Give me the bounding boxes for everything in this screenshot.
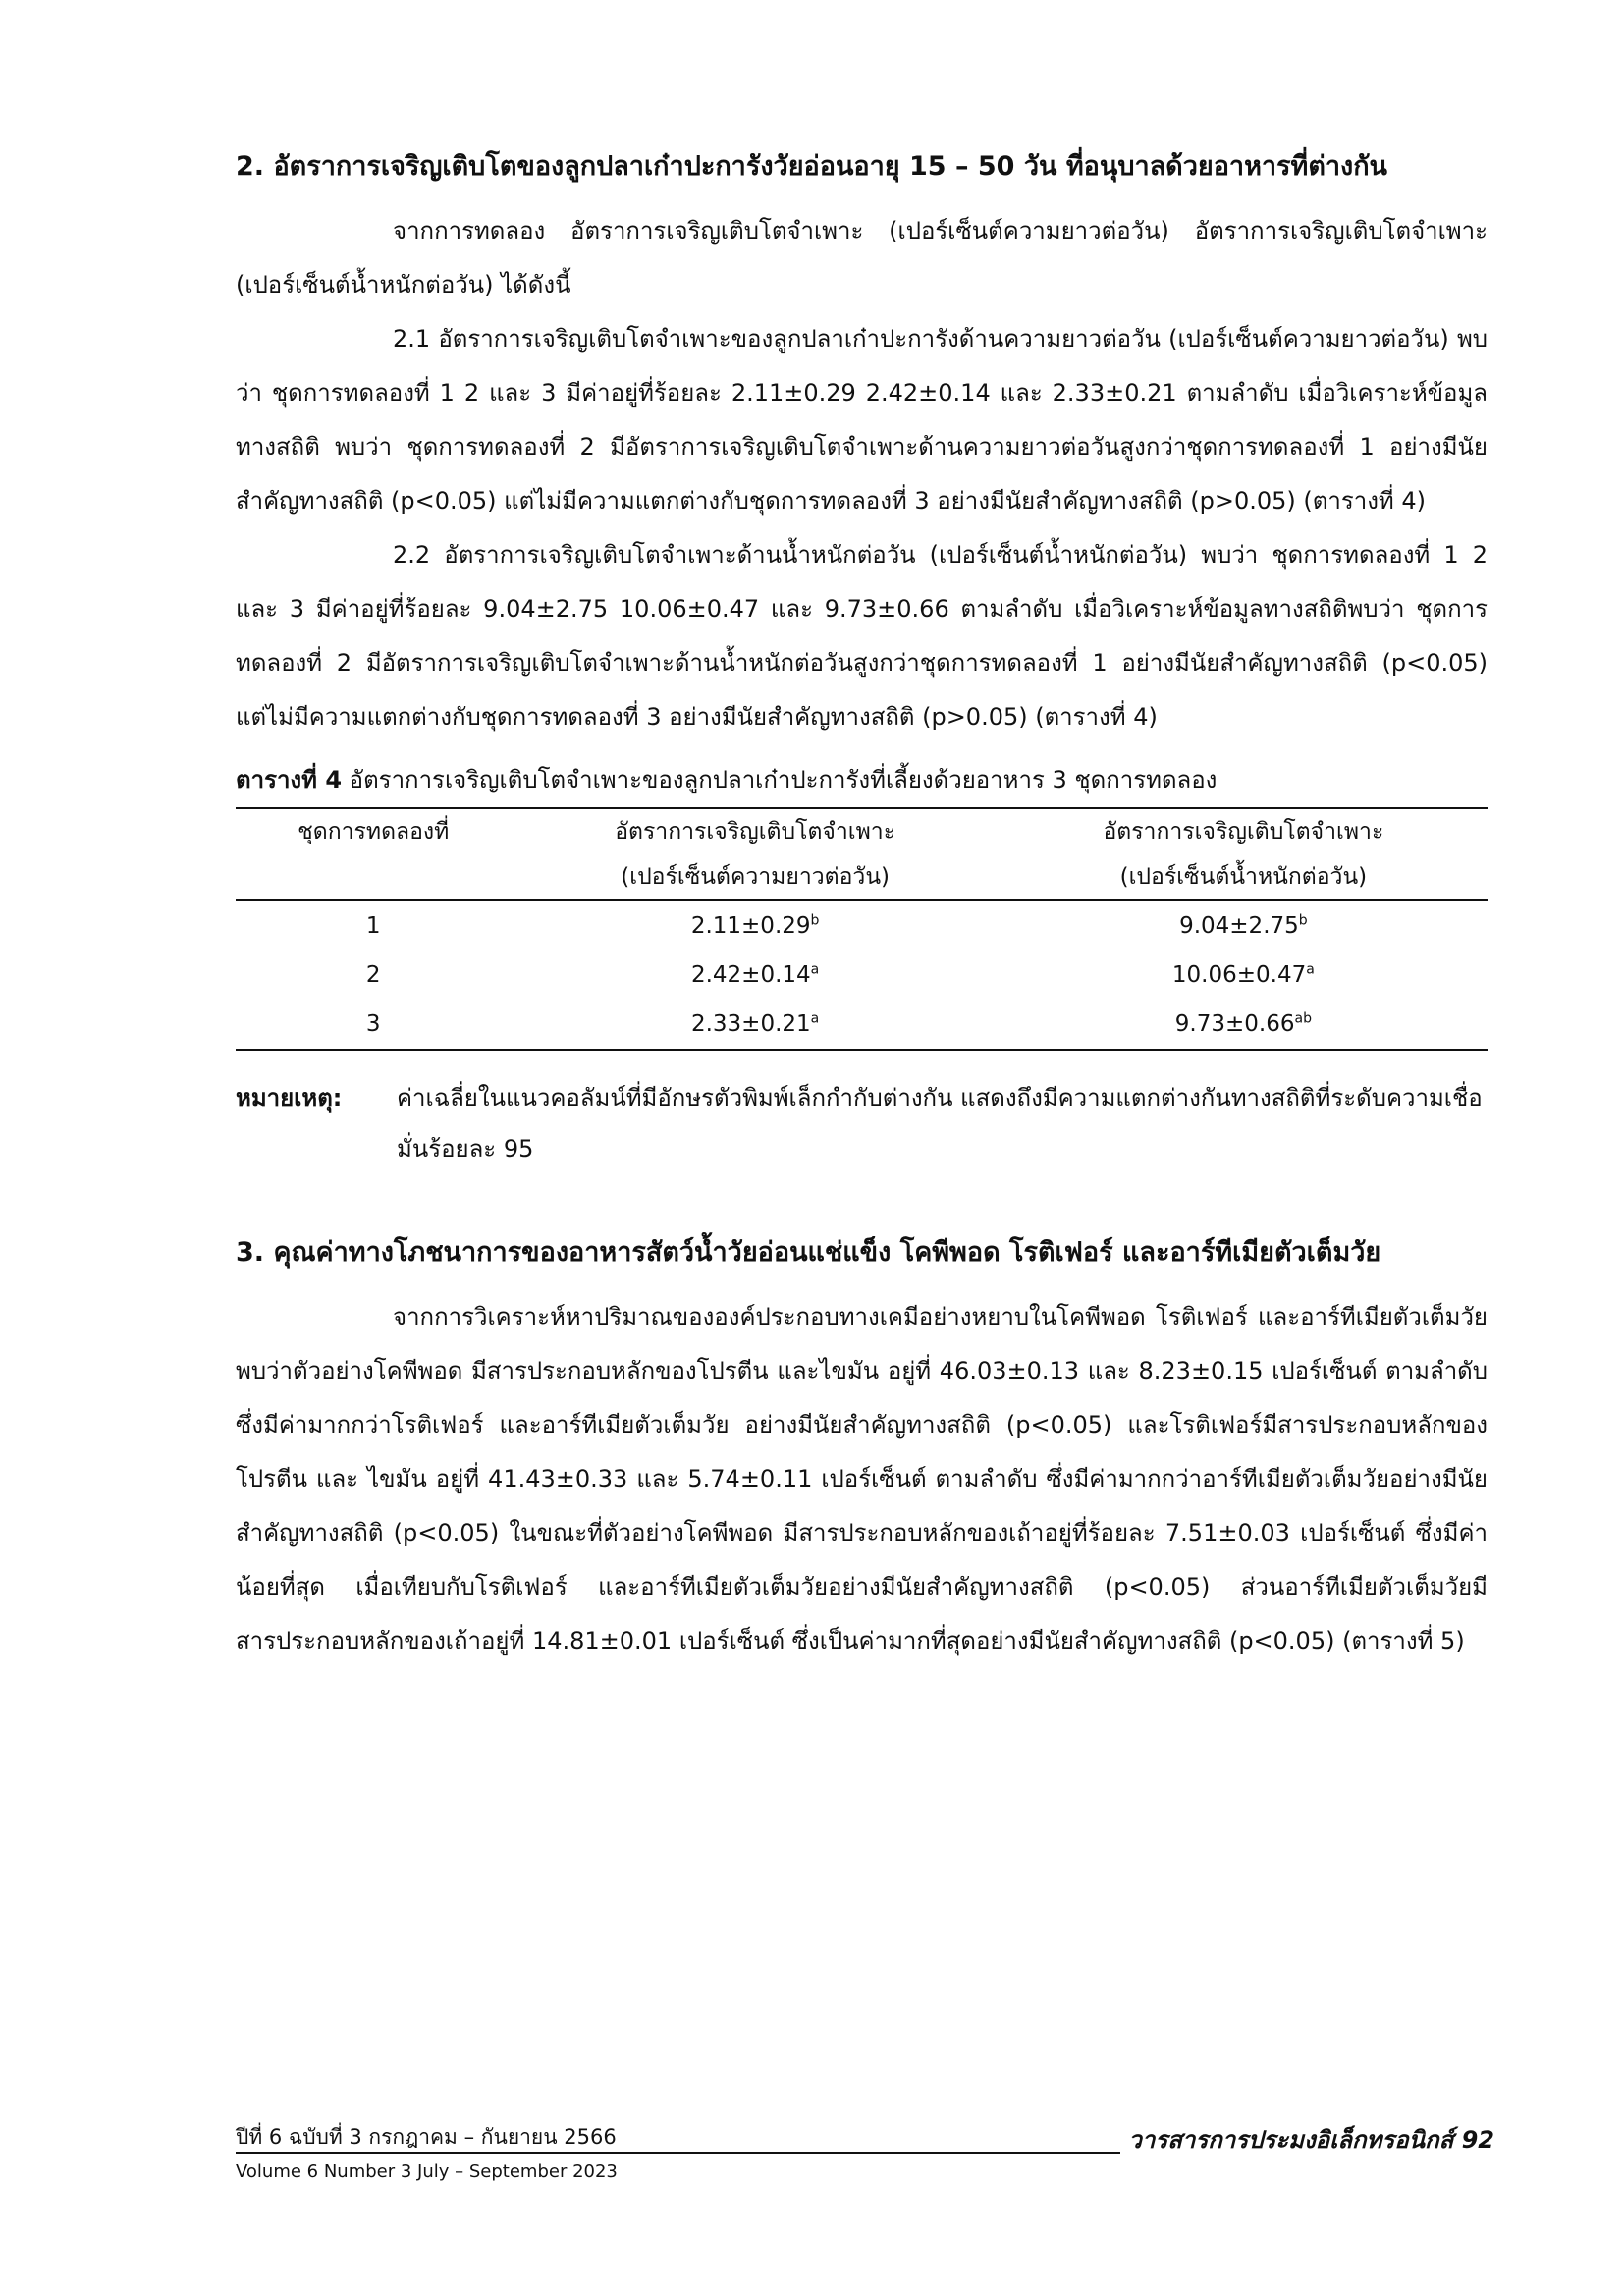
section-2-heading: 2. อัตราการเจริญเติบโตของลูกปลาเก๋าปะการังวัยอ่อนอายุ 15 – 50 วัน ที่อนุบาลด้วยอาหารที่ต่างกัน — [236, 151, 1388, 182]
table-header-weight-line1: อัตราการเจริญเติบโตจำเพาะ — [1000, 808, 1488, 854]
table-header-length-line2: (เปอร์เซ็นต์ความยาวต่อวัน) — [512, 854, 1000, 900]
section-2-intro: จากการทดลอง อัตราการเจริญเติบโตจำเพาะ (เปอร์เซ็นต์ความยาวต่อวัน) อัตราการเจริญเติบโตจำเพาะ (เปอร์เซ็นต์น้ำหนักต่อวัน) ได้ดังนี้ — [236, 217, 1488, 299]
footer-journal-page: วารสารการประมงอิเล็กทรอนิกส์ 92 — [1120, 2123, 1494, 2156]
footer-issue-thai: ปีที่ 6 ฉบับที่ 3 กรกฎาคม – กันยายน 2566 — [236, 2123, 623, 2150]
note-label: หมายเหตุ: — [236, 1084, 343, 1112]
cell-weight: 9.04±2.75$^b$ — [1179, 912, 1308, 939]
article-content — [236, 147, 1488, 1668]
table-4-note — [236, 1072, 1488, 1174]
cell-length: 2.11±0.29$^b$ — [690, 912, 820, 939]
paragraph-2-1: 2.1 อัตราการเจริญเติบโตจำเพาะของลูกปลาเก๋าปะการังด้านความยาวต่อวัน (เปอร์เซ็นต์ความยาวต่อวัน) พบว่า ชุดการทดลองที่ 1 2 และ 3 มีค่าอยู่ที่ร้อยละ 2.11±0.29 2.42±0.14 และ 2.33±0.21 ตามลำดับ เมื่อวิเคราะห์ข้อมูลทางสถิติ พบว่า ชุดการทดลองที่ 2 มีอัตราการเจริญเติบโตจำเพาะด้านความยาวต่อวันสูงกว่าชุดการทดลองที่ 1 อย่างมีนัยสำคัญทางสถิติ (p<0.05) แต่ไม่มีความแตกต่างกับชุดการทดลองที่ 3 อย่างมีนัยสำคัญทางสถิติ (p>0.05) (ตารางที่ 4) — [236, 325, 1488, 515]
note-text: ค่าเฉลี่ยในแนวคอลัมน์ที่มีอักษรตัวพิมพ์เล็กกำกับต่างกัน แสดงถึงมีความแตกต่างกันทางสถิติที่ระดับความเชื่อมั่นร้อยละ 95 — [397, 1084, 1483, 1163]
cell-set: 1 — [365, 913, 381, 939]
cell-set: 2 — [365, 962, 381, 988]
table-row — [236, 1000, 1488, 1050]
table-4-caption-text: อัตราการเจริญเติบโตจำเพาะของลูกปลาเก๋าปะการังที่เลี้ยงด้วยอาหาร 3 ชุดการทดลอง — [349, 766, 1218, 793]
section-3-body: จากการวิเคราะห์หาปริมาณขององค์ประกอบทางเคมีอย่างหยาบในโคพีพอด โรติเฟอร์ และอาร์ทีเมียตัวเต็มวัย พบว่าตัวอย่างโคพีพอด มีสารประกอบหลักของโปรตีน และไขมัน อยู่ที่ 46.03±0.13 และ 8.23±0.15 เปอร์เซ็นต์ ตามลำดับ ซึ่งมีค่ามากกว่าโรติเฟอร์ และอาร์ทีเมียตัวเต็มวัย อย่างมีนัยสำคัญทางสถิติ (p<0.05) และโรติเฟอร์มีสารประกอบหลักของโปรตีน และ ไขมัน อยู่ที่ 41.43±0.33 และ 5.74±0.11 เปอร์เซ็นต์ ตามลำดับ ซึ่งมีค่ามากกว่าอาร์ทีเมียตัวเต็มวัยอย่างมีนัยสำคัญทางสถิติ (p<0.05) ในขณะที่ตัวอย่างโคพีพอด มีสารประกอบหลักของเถ้าอยู่ที่ร้อยละ 7.51±0.03 เปอร์เซ็นต์ ซึ่งมีค่าน้อยที่สุด เมื่อเทียบกับโรติเฟอร์ และอาร์ทีเมียตัวเต็มวัยอย่างมีนัยสำคัญทางสถิติ (p<0.05) ส่วนอาร์ทีเมียตัวเต็มวัยมีสารประกอบหลักของเถ้าอยู่ที่ 14.81±0.01 เปอร์เซ็นต์ ซึ่งเป็นค่ามากที่สุดอย่างมีนัยสำคัญทางสถิติ (p<0.05) (ตารางที่ 5) — [236, 1303, 1488, 1655]
table-header-length-line1: อัตราการเจริญเติบโตจำเพาะ — [512, 808, 1000, 854]
footer-issue-english: Volume 6 Number 3 July – September 2023 — [236, 2161, 618, 2182]
table-header-set: ชุดการทดลองที่ — [236, 808, 512, 854]
cell-weight: 9.73±0.66$^{ab}$ — [1000, 1000, 1488, 1050]
table-4 — [236, 807, 1488, 1051]
cell-length: 2.33±0.21$^a$ — [512, 1000, 1000, 1050]
page-footer — [236, 2123, 1494, 2192]
table-row — [236, 951, 1488, 1000]
table-header-set-line2 — [236, 854, 512, 900]
table-4-caption-label: ตารางที่ 4 — [236, 766, 343, 793]
cell-weight: 10.06±0.47$^a$ — [1171, 961, 1315, 988]
table-4-caption — [236, 760, 1488, 799]
table-header-weight-line2: (เปอร์เซ็นต์น้ำหนักต่อวัน) — [1000, 854, 1488, 900]
cell-set: 3 — [236, 1000, 512, 1050]
table-row — [236, 900, 1488, 951]
section-3-heading: 3. คุณค่าทางโภชนาการของอาหารสัตว์น้ำวัยอ่อนแช่แข็ง โคพีพอด โรติเฟอร์ และอาร์ทีเมียตัวเต็มวัย — [236, 1237, 1381, 1268]
cell-length: 2.42±0.14$^a$ — [690, 961, 820, 988]
paragraph-2-2: 2.2 อัตราการเจริญเติบโตจำเพาะด้านน้ำหนักต่อวัน (เปอร์เซ็นต์น้ำหนักต่อวัน) พบว่า ชุดการทดลองที่ 1 2 และ 3 มีค่าอยู่ที่ร้อยละ 9.04±2.75 10.06±0.47 และ 9.73±0.66 ตามลำดับ เมื่อวิเคราะห์ข้อมูลทางสถิติพบว่า ชุดการทดลองที่ 2 มีอัตราการเจริญเติบโตจำเพาะด้านน้ำหนักต่อวันสูงกว่าชุดการทดลองที่ 1 อย่างมีนัยสำคัญทางสถิติ (p<0.05) แต่ไม่มีความแตกต่างกับชุดการทดลองที่ 3 อย่างมีนัยสำคัญทางสถิติ (p>0.05) (ตารางที่ 4) — [236, 541, 1488, 731]
